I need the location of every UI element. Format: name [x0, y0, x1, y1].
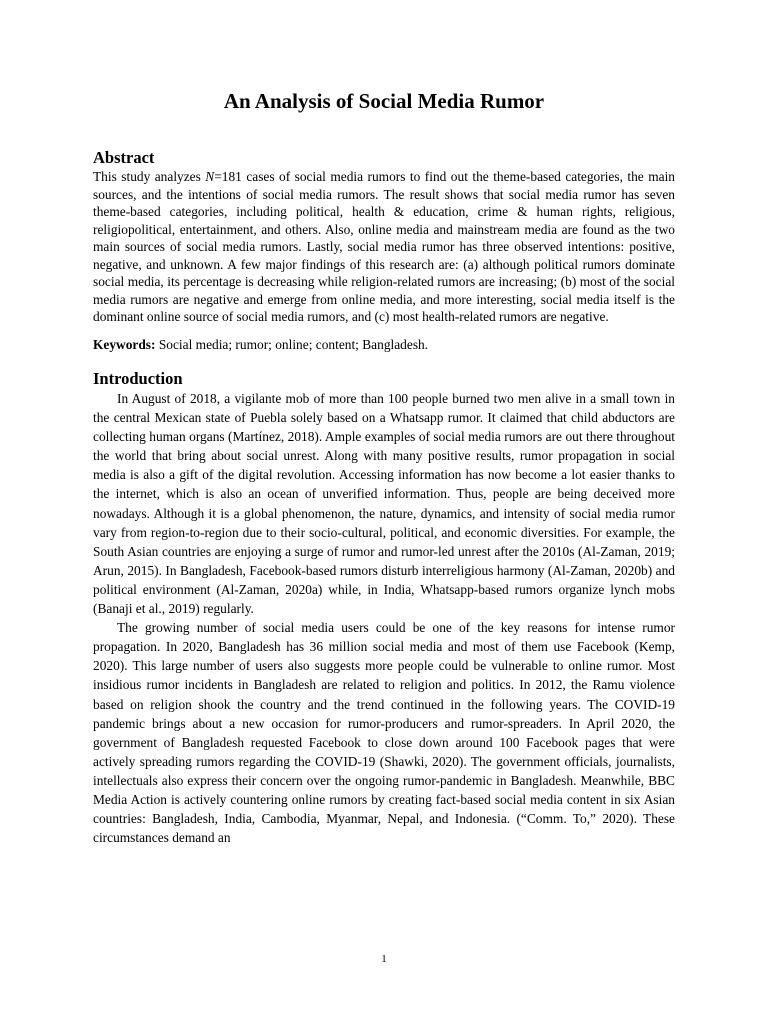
introduction-paragraph-2: The growing number of social media users could be one of the key reasons for intense rumor propagation. In 2020, Bangladesh has 36 million social media and most of them use Facebook (Kemp, 2020). This large number of users also suggests more people could be vulnerable to online rumor. Most insidious rumor incidents in Bangladesh are related to religion and politics. In 2012, the Ramu violence based on religion shook the country and the trend continued in the following years. The COVID-19 pandemic brings about a new occasion for rumor-producers and rumor-spreaders. In April 2020, the government of Bangladesh requested Facebook to close down around 100 Facebook pages that were actively spreading rumors regarding the COVID-19 (Shawki, 2020). The government officials, journalists, intellectuals also express their concern over the ongoing rumor-pandemic in Bangladesh. Meanwhile, BBC Media Action is actively countering online rumors by creating fact-based social media content in six Asian countries: Bangladesh, India, Cambodia, Myanmar, Nepal, and Indonesia. (“Comm. To,” 2020). These circumstances demand an — [93, 620, 675, 846]
keywords-text: Social media; rumor; online; content; Bangladesh. — [155, 336, 429, 352]
abstract-text — [93, 168, 675, 326]
document-page — [93, 88, 675, 847]
abstract-heading: Abstract — [93, 148, 155, 167]
introduction-paragraph-1: In August of 2018, a vigilante mob of more than 100 people burned two men alive in a small town in the central Mexican state of Puebla solely based on a Whatsapp rumor. It claimed that child abductors are collecting human organs (Martínez, 2018). Ample examples of social media rumors are out there throughout the world that bring about social unrest. Along with many positive results, rumor propagation in social media is also a gift of the digital revolution. Accessing information has now become a lot easier thanks to the internet, which is also an ocean of unverified information. Thus, people are being deceived more nowadays. Although it is a global phenomenon, the nature, dynamics, and intensity of social media rumor vary from region-to-region due to their socio-cultural, political, and economic diversities. For example, the South Asian countries are enjoying a surge of rumor and rumor-led unrest after the 2010s (Al-Zaman, 2019; Arun, 2015). In Bangladesh, Facebook-based rumors disturb interreligious harmony (Al-Zaman, 2020b) and political environment (Al-Zaman, 2020a) while, in India, Whatsapp-based rumors organize lynch mobs (Banaji et al., 2019) regularly. — [93, 391, 675, 617]
page-number: 1 — [381, 953, 387, 965]
introduction-heading: Introduction — [93, 369, 183, 388]
paper-title: An Analysis of Social Media Rumor — [223, 89, 545, 113]
abstract-n-symbol: N — [205, 169, 215, 184]
keywords-line — [93, 336, 675, 354]
keywords-label: Keywords: — [93, 336, 156, 352]
abstract-text-prefix: This study analyzes — [93, 169, 206, 184]
abstract-text-body: =181 cases of social media rumors to find out the theme-based categories, the main sources, and the intentions of social media rumors. The result shows that social media rumor has seven theme-based categories, including political, health & education, crime & human rights, religious, religiopolitical, entertainment, and others. Also, online media and mainstream media are found as the two main sources of social media rumors. Lastly, social media rumor has three observed intentions: positive, negative, and unknown. A few major findings of this research are: (a) although political rumors dominate social media, its percentage is decreasing while religion-related rumors are increasing; (b) most of the social media rumors are negative and emerge from online media, and more interesting, social media itself is the dominant online source of social media rumors, and (c) most health-related rumors are negative. — [93, 169, 675, 324]
